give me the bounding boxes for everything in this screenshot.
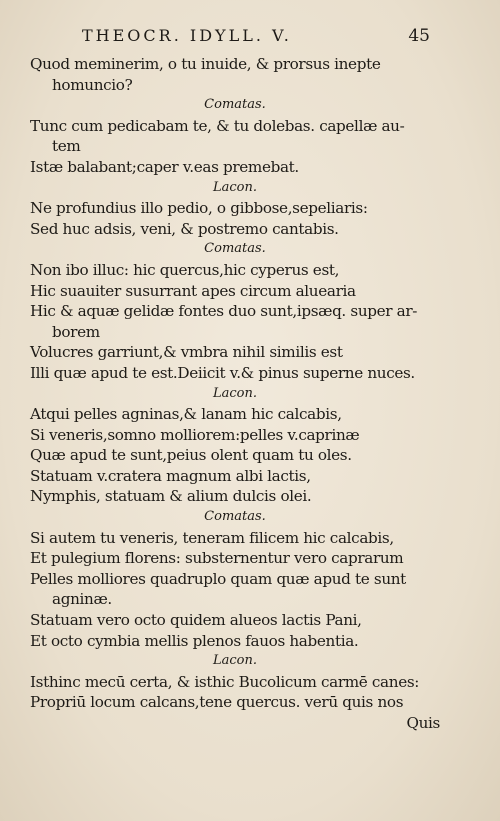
verse-line: Si veneris,somno molliorem:pelles v.caprinæ [30, 425, 360, 444]
verse-line: Isthinc mecū certa, & isthic Bucolicum carmē canes: [30, 672, 420, 691]
verse-line: Sed huc adsis, veni, & postremo cantabis. [30, 219, 339, 238]
verse-line: Propriū locum calcans,tene quercus. verū quis nos [30, 693, 404, 712]
speaker-heading: Lacon. [213, 385, 257, 401]
verse-line: Tunc cum pedicabam te, & tu dolebas. capellæ au- [30, 116, 405, 135]
catchword: Quis [406, 714, 440, 732]
verse-continuation: tem [52, 137, 81, 156]
verse-line: Statuam v.cratera magnum albi lactis, [30, 466, 311, 485]
verse-continuation: borem [52, 322, 100, 341]
verse-continuation: homuncio? [52, 75, 133, 94]
verse-line: Et pulegium florens: substernentur vero caprarum [30, 549, 404, 568]
speaker-heading: Comatas. [204, 241, 266, 257]
verse-line: Non ibo illuc: hic quercus,hic cyperus est, [30, 260, 340, 279]
verse-line: Si autem tu veneris, teneram filicem hic calcabis, [30, 528, 394, 547]
verse-line: Pelles molliores quadruplo quam quæ apud te sunt [30, 569, 406, 588]
running-header [82, 26, 430, 45]
verse-line: Illi quæ apud te est.Deiicit v.& pinus superne nuces. [30, 363, 415, 382]
text-block [30, 54, 440, 734]
speaker-heading: Comatas. [204, 97, 266, 113]
speaker-heading: Lacon. [213, 653, 257, 669]
speaker-heading: Lacon. [213, 179, 257, 195]
verse-line: Quod meminerim, o tu inuide, & prorsus inepte [30, 55, 381, 73]
verse-line: Statuam vero octo quidem alueos lactis Pani, [30, 611, 362, 630]
page-number: 45 [408, 26, 430, 46]
verse-line: Volucres garriunt,& vmbra nihil similis est [30, 343, 343, 362]
verse-line: Atqui pelles agninas,& lanam hic calcabis, [30, 405, 342, 424]
verse-line: Hic & aquæ gelidæ fontes duo sunt,ipsæq. super ar- [30, 302, 418, 321]
verse-line: Nymphis, statuam & alium dulcis olei. [30, 487, 312, 506]
verse-line: Hic suauiter susurrant apes circum aluearia [30, 281, 356, 300]
verse-continuation: agninæ. [52, 590, 112, 609]
verse-line: Istæ balabant;caper v.eas premebat. [30, 157, 299, 176]
running-title: THEOCR. IDYLL. V. [82, 26, 292, 45]
verse-line: Quæ apud te sunt,peius olent quam tu oles. [30, 446, 352, 465]
speaker-heading: Comatas. [204, 509, 266, 525]
verse-line: Ne profundius illo pedio, o gibbose,sepeliaris: [30, 199, 368, 218]
verse-line: Et octo cymbia mellis plenos fauos habentia. [30, 631, 359, 650]
